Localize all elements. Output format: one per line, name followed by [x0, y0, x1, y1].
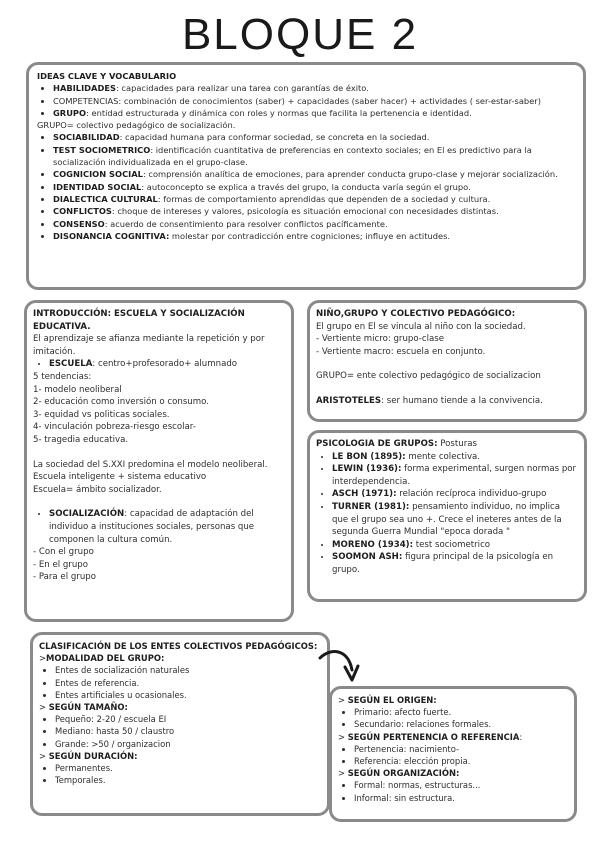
list-item: • HABILIDADES: capacidades para realizar una tarea con garantías de éxito.: [53, 82, 575, 94]
list-item: • Pequeño: 2-20 / escuela EI: [55, 713, 321, 725]
list-item: • COGNICION SOCIAL: comprensión analítica de emociones, para aprender conducta grupo-clase y mejorar socialización.: [53, 168, 575, 180]
list-item: • Formal: normas, estructuras...: [354, 779, 568, 791]
nino-line: El grupo en El se vincula al niño con la sociedad.: [316, 321, 526, 332]
list-item: • Mediano: hasta 50 / claustro: [55, 725, 321, 737]
grupo-definition: GRUPO= colectivo pedagógico de socialización.: [37, 120, 236, 131]
list-item: • Informal: sin estructura.: [354, 792, 568, 804]
grupo-line: - Para el grupo: [33, 572, 96, 583]
grupo-line: - Con el grupo: [33, 547, 94, 558]
nino-heading: NIÑO,GRUPO Y COLECTIVO PEDAGÓGICO:: [316, 309, 516, 319]
modalidad-list: [39, 664, 321, 701]
duracion-heading: > SEGÚN DURACIÓN:: [39, 750, 138, 761]
list-item: • Entes de socialización naturales: [55, 664, 321, 676]
tendencia-line: 5 tendencias:: [33, 371, 92, 382]
duracion-list: [39, 762, 321, 786]
grupo-line: GRUPO= ente colectivo pedagógico de socializacion: [316, 371, 541, 382]
list-item: • Grande: >50 / organizacion: [55, 738, 321, 750]
list-item: • IDENTIDAD SOCIAL: autoconcepto se explica a través del grupo, la conducta varía según el grupo.: [53, 181, 575, 193]
list-item: • ESCUELA: centro+profesorado+ alumnado: [49, 358, 285, 371]
list-item: • Temporales.: [55, 774, 321, 786]
origen-list: [338, 706, 568, 730]
list-item: • TEST SOCIOMETRICO: identificación cuantitativa de preferencias en contexto sociales; en El es predictivo para la socialización individualizada en el grupo-clase.: [53, 144, 575, 169]
list-item: • Referencia: elección propia.: [354, 755, 568, 767]
organizacion-heading: > SEGÚN ORGANIZACIÓN:: [338, 768, 460, 779]
intro-heading: INTRODUCCIÓN: ESCUELA Y SOCIALIZACIÓN EDUCATIVA.: [33, 309, 245, 332]
nino-line: - Vertiente micro: grupo-clase: [316, 334, 445, 345]
nino-grupo-box: [307, 300, 587, 422]
list-item: • Entes de referencia.: [55, 677, 321, 689]
list-item: • Entes artificiales u ocasionales.: [55, 689, 321, 701]
aristoteles-line: ARISTOTELES: ser humano tiende a la convivencia.: [316, 395, 543, 406]
tendencia-line: 4- vinculación pobreza-riesgo escolar-: [33, 422, 196, 433]
socializacion-list: [33, 508, 285, 546]
tamano-list: [39, 713, 321, 750]
list-item: • MORENO (1934): test sociometrico: [332, 539, 578, 552]
list-item: • DISONANCIA COGNITIVA: molestar por contradicción entre cogniciones; influye en actitudes.: [53, 230, 575, 242]
list-item: • LE BON (1895): mente colectiva.: [332, 451, 578, 464]
list-item: • TURNER (1981): pensamiento individuo, no implica que el grupo sea uno +. Crece el ineteres antes de la segunda Guerra Mundial "epoca dorada ": [332, 501, 578, 539]
origen-heading: > SEGÚN EL ORIGEN:: [338, 695, 437, 705]
ideas-heading: IDEAS CLAVE Y VOCABULARIO: [37, 71, 177, 81]
psico-heading: PSICOLOGIA DE GRUPOS: Posturas: [316, 439, 477, 449]
list-item: • LEWIN (1936): forma experimental, surgen normas por interdependencia.: [332, 463, 578, 488]
tendencia-line: 3- equidad vs politicas sociales.: [33, 409, 170, 420]
escuela-list: [33, 358, 285, 371]
list-item: • Primario: afecto fuerte.: [354, 706, 568, 718]
page-title: BLOQUE 2: [181, 10, 419, 59]
psicologia-box: [307, 430, 587, 602]
clasificacion-box: [30, 632, 330, 816]
introduccion-box: [24, 300, 294, 622]
list-item: • SOOMON ASH: figura principal de la psicología en grupo.: [332, 551, 578, 576]
modalidad-heading: >MODALIDAD DEL GRUPO:: [39, 653, 165, 664]
sociedad-line: La sociedad del S.XXI predomina el modelo neoliberal.: [33, 459, 268, 470]
list-item: • CONSENSO: acuerdo de consentimiento para resolver conflictos pacíficamente.: [53, 218, 575, 230]
ideas-list-2: [37, 131, 575, 242]
grupo-line: - En el grupo: [33, 559, 88, 570]
tamano-heading: > SEGÚN TAMAÑO:: [39, 702, 128, 713]
tendencia-line: 5- tragedia educativa.: [33, 434, 129, 445]
psico-list: [316, 451, 578, 577]
list-item: • ASCH (1971): relación recíproca individuo-grupo: [332, 488, 578, 501]
intro-line: El aprendizaje se afianza mediante la repetición y por imitación.: [33, 334, 265, 357]
pertenencia-heading: > SEGÚN PERTENENCIA O REFERENCIA:: [338, 731, 523, 742]
list-item: • DIALECTICA CULTURAL: formas de comportamiento aprendidas que dependen de a sociedad y cultura.: [53, 193, 575, 205]
segun-origen-box: [329, 686, 577, 822]
list-item: • SOCIALIZACIÓN: capacidad de adaptación del individuo a instituciones sociales, personas que componen la cultura común.: [49, 508, 285, 546]
list-item: • Secundario: relaciones formales.: [354, 718, 568, 730]
list-item: • SOCIABILIDAD: capacidad humana para conformar sociedad, se concreta en la sociedad.: [53, 131, 575, 143]
list-item: • COMPETENCIAS: combinación de conocimientos (saber) + capacidades (saber hacer) + actividades ( ser-estar-saber): [53, 95, 575, 107]
escuela-line: Escuela inteligente + sistema educativo: [33, 472, 207, 483]
clasif-heading: CLASIFICACIÓN DE LOS ENTES COLECTIVOS PEDAGÓGICOS:: [39, 641, 318, 651]
tendencia-line: 2- educación como inversión o consumo.: [33, 397, 209, 408]
escuela-line: Escuela= ámbito socializador.: [33, 484, 162, 495]
pertenencia-list: [338, 743, 568, 767]
ideas-list: [37, 82, 575, 119]
list-item: • GRUPO: entidad estructurada y dinámica con roles y normas que facilita la pertenencia e identidad.: [53, 107, 575, 119]
list-item: • Pertenencia: nacimiento-: [354, 743, 568, 755]
list-item: • Permanentes.: [55, 762, 321, 774]
organizacion-list: [338, 779, 568, 803]
curved-arrow-icon: [316, 648, 362, 690]
ideas-clave-box: [26, 62, 586, 290]
tendencia-line: 1- modelo neoliberal: [33, 384, 122, 395]
list-item: • CONFLICTOS: choque de intereses y valores, psicología es situación emocional con necesidades distintas.: [53, 205, 575, 217]
nino-line: - Vertiente macro: escuela en conjunto.: [316, 346, 486, 357]
